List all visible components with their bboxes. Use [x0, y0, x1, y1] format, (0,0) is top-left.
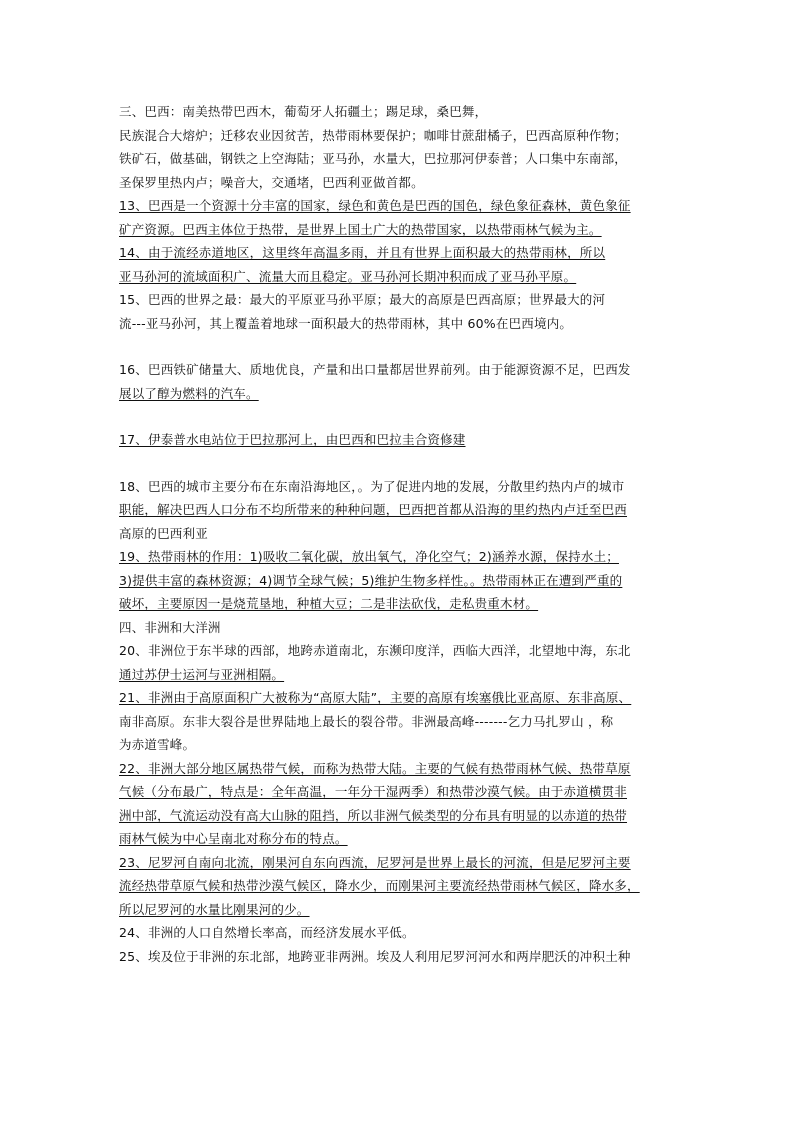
- paragraph-20-line-1: 20、非洲位于东半球的西部，地跨赤道南北，东濒印度洋，西临大西洋，北望地中海，东北: [119, 643, 631, 658]
- paragraph-21-line-1: 21、非洲由于高原面积广大被称为“高原大陆”，主要的高原有埃塞俄比亚高原、东非高原、: [119, 690, 632, 705]
- paragraph-14: [119, 241, 679, 288]
- paragraph-25-line-1: 25、埃及位于非洲的东北部，地跨亚非两洲。埃及人利用尼罗河河水和两岸肥沃的冲积土种: [119, 948, 631, 964]
- paragraph-14-line-1: 14、由于流经赤道地区，这里终年高温多雨，并且有世界上面积最大的热带雨林，所以: [119, 245, 606, 260]
- paragraph-21-line-3: 为赤道雪峰。: [119, 737, 196, 752]
- section-3-barzil-rhyme: [119, 100, 679, 194]
- section-4-title: 四、非洲和大洋洲: [119, 619, 221, 635]
- paragraph-20: [119, 639, 679, 686]
- section-3-line-2: 民族混合大熔炉；迁移农业因贫苦，热带雨林要保护；咖啡甘蔗甜橘子，巴西高原种作物；: [119, 127, 628, 143]
- paragraph-23-line-1: 23、尼罗河自南向北流，刚果河自东向西流，尼罗河是世界上最长的河流，但是尼罗河主要: [119, 854, 631, 870]
- paragraph-24-line-1: 24、非洲的人口自然增长率高，而经济发展水平低。: [119, 925, 415, 940]
- section-4-heading: [119, 616, 679, 640]
- paragraph-13-line-1: 13、巴西是一个资源十分丰富的国家，绿色和黄色是巴西的国色，绿色象征森林，黄色象征: [119, 198, 631, 213]
- paragraph-20-line-2: 通过苏伊士运河与亚洲相隔。: [119, 666, 285, 682]
- paragraph-23-line-3: 所以尼罗河的水量比刚果河的少。: [119, 901, 310, 917]
- paragraph-24: [119, 921, 679, 945]
- paragraph-19-line-1: 19、热带雨林的作用：1)吸收二氧化碳，放出氧气，净化空气；2)涵养水源，保持水土；: [119, 549, 619, 564]
- paragraph-16: [119, 358, 679, 405]
- spacer: [119, 452, 679, 475]
- document-page: [119, 100, 679, 968]
- section-3-line-3: 铁矿石，做基础，钢铁之上空海陆；亚马孙，水量大，巴拉那河伊泰普；人口集中东南部，: [119, 151, 628, 166]
- paragraph-15-line-2: 流---亚马孙河，其上覆盖着地球一面积最大的热带雨林，其中 60%在巴西境内。: [119, 315, 573, 331]
- paragraph-22-line-3: 洲中部，气流运动没有高大山脉的阻挡，所以非洲气候类型的分布具有明显的以赤道的热带: [119, 807, 628, 823]
- paragraph-17: [119, 428, 679, 452]
- paragraph-23-line-2: 流经热带草原气候和热带沙漠气候区，降水少，而刚果河主要流经热带雨林气候区，降水多，: [119, 878, 640, 893]
- paragraph-21-line-2: 南非高原。东非大裂谷是世界陆地上最长的裂谷带。非洲最高峰-------乞力马扎罗山 ，称: [119, 713, 614, 729]
- paragraph-22-line-4: 雨林气候为中心呈南北对称分布的特点。: [119, 831, 348, 846]
- paragraph-17-line-1: 17、伊泰普水电站位于巴拉那河上，由巴西和巴拉圭合资修建: [119, 432, 466, 447]
- paragraph-19-line-2: 3)提供丰富的森林资源；4)调节全球气候；5)维护生物多样性。。热带雨林正在遭到严重的: [119, 572, 623, 588]
- paragraph-16-line-1: 16、巴西铁矿储量大、质地优良，产量和出口量都居世界前列。由于能源资源不足，巴西发: [119, 362, 631, 377]
- spacer: [119, 335, 679, 358]
- section-3-line-4: 圣保罗里热内卢；噪音大，交通堵，巴西利亚做首都。: [119, 174, 424, 190]
- paragraph-25: [119, 945, 679, 969]
- section-3-title-line: 三、巴西：南美热带巴西木，葡萄牙人拓疆土；踢足球，桑巴舞，: [119, 104, 488, 119]
- paragraph-18-line-3: 高原的巴西利亚: [119, 525, 208, 541]
- paragraph-18: [119, 475, 679, 546]
- paragraph-22-line-1: 22、非洲大部分地区属热带气候，而称为热带大陆。主要的气候有热带雨林气候、热带草原: [119, 760, 631, 776]
- paragraph-18-line-1: 18、巴西的城市主要分布在东南沿海地区，。为了促进内地的发展，分散里约热内卢的城市: [119, 478, 625, 494]
- paragraph-22: [119, 757, 679, 851]
- paragraph-18-line-2: 职能，解决巴西人口分布不均所带来的种种问题，巴西把首都从沿海的里约热内卢迁至巴西: [119, 502, 628, 517]
- paragraph-15-line-1: 15、巴西的世界之最：最大的平原亚马孙平原；最大的高原是巴西高原；世界最大的河: [119, 292, 606, 307]
- paragraph-14-line-2: 亚马孙河的流域面积广、流量大而且稳定。亚马孙河长期冲积而成了亚马孙平原。: [119, 268, 577, 284]
- paragraph-16-line-2: 展以了醇为燃料的汽车。: [119, 385, 259, 401]
- paragraph-23: [119, 851, 679, 922]
- paragraph-19: [119, 545, 679, 616]
- paragraph-13-line-2: 矿产资源。巴西主体位于热带，是世界上国土广大的热带国家，以热带雨林气候为主。: [119, 221, 602, 237]
- spacer: [119, 405, 679, 428]
- paragraph-13: [119, 194, 679, 241]
- paragraph-19-line-3: 破坏，主要原因一是烧荒垦地，种植大豆；二是非法砍伐，走私贵重木材。: [119, 596, 539, 611]
- paragraph-22-line-2: 气候（分布最广，特点是：全年高温，一年分干湿两季）和热带沙漠气候。由于赤道横贯非: [119, 784, 628, 799]
- paragraph-15: [119, 288, 679, 335]
- paragraph-21: [119, 686, 679, 757]
